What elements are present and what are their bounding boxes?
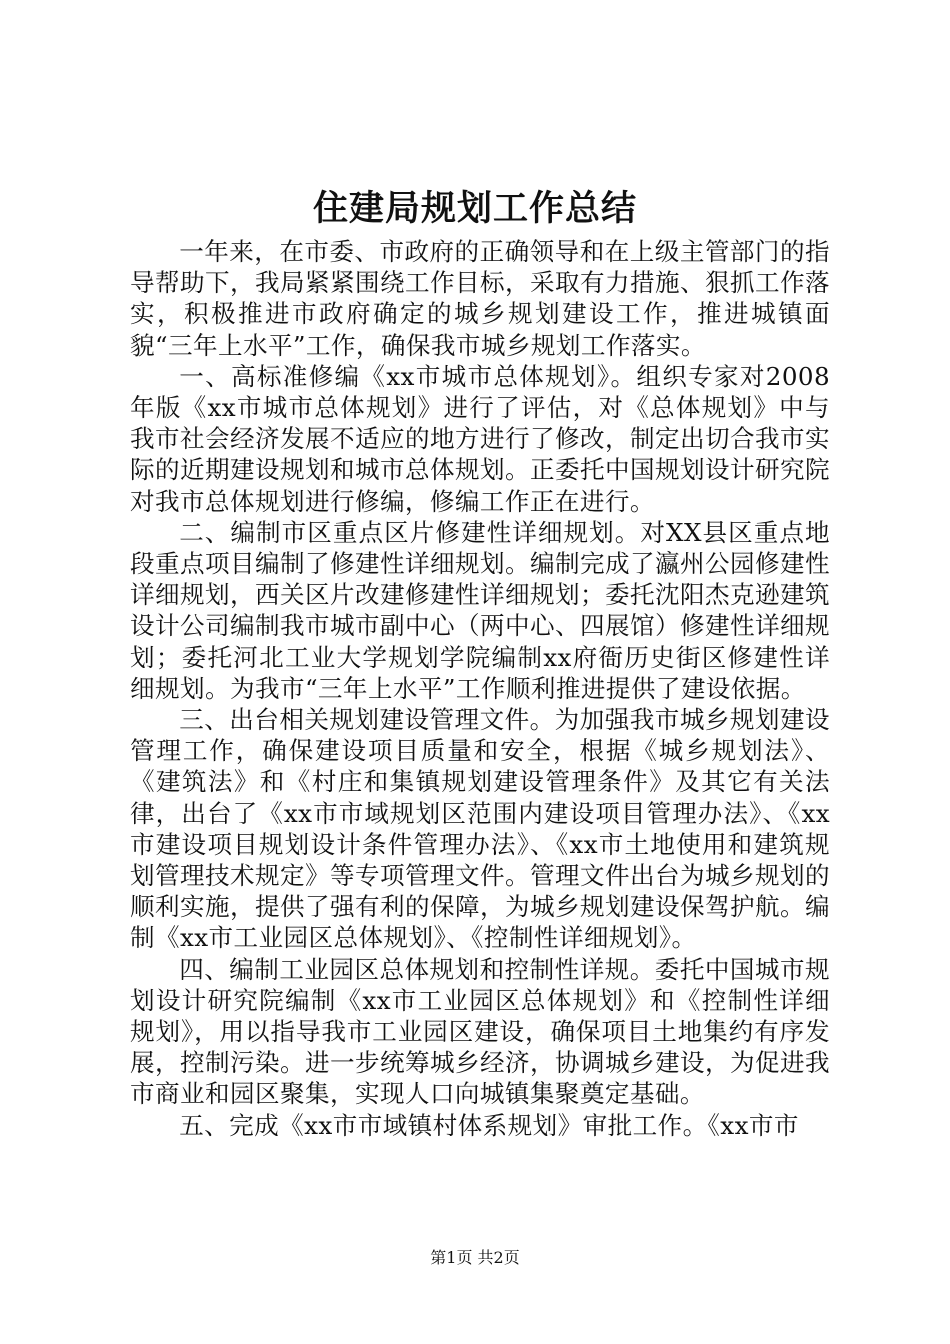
paragraph-section-3: 三、出台相关规划建设管理文件。为加强我市城乡规划建设管理工作，确保建设项目质量和安全，根据《城乡规划法》、《建筑法》和《村庄和集镇规划建设管理条件》及其它有关法律，出台了《xx市市域规划区范围内建设项目管理办法》、《xx市建设项目规划设计条件管理办法》、《xx市土地使用和建筑规划管理技术规定》等专项管理文件。管理文件出台为城乡规划的顺利实施，提供了强有利的保障，为城乡规划建设保驾护航。编制《xx市工业园区总体规划》、《控制性详细规划》。	[130, 705, 830, 953]
document-title: 住建局规划工作总结	[312, 188, 637, 229]
paragraph-section-2: 二、编制市区重点区片修建性详细规划。对XX县区重点地段重点项目编制了修建性详细规划。编制完成了瀛州公园修建性详细规划，西关区片改建修建性详细规划；委托沈阳杰克逊建筑设计公司编制我市城市副中心（两中心、四展馆）修建性详细规划；委托河北工业大学规划学院编制xx府衙历史街区修建性详细规划。为我市“三年上水平”工作顺利推进提供了建设依据。	[130, 517, 830, 703]
document-body	[130, 236, 830, 1141]
paragraph-section-5: 五、完成《xx市市域镇村体系规划》审批工作。《xx市市	[179, 1110, 799, 1140]
paragraph-section-4: 四、编制工业园区总体规划和控制性详规。委托中国城市规划设计研究院编制《xx市工业园区总体规划》和《控制性详细规划》，用以指导我市工业园区建设，确保项目土地集约有序发展，控制污染。进一步统筹城乡经济，协调城乡建设，为促进我市商业和园区聚集，实现人口向城镇集聚奠定基础。	[130, 954, 830, 1109]
page-footer: 第1页 共2页	[430, 1248, 520, 1267]
paragraph-intro: 一年来，在市委、市政府的正确领导和在上级主管部门的指导帮助下，我局紧紧围绕工作目标，采取有力措施、狠抓工作落实，积极推进市政府确定的城乡规划建设工作，推进城镇面貌“三年上水平”工作，确保我市城乡规划工作落实。	[130, 237, 830, 360]
paragraph-section-1: 一、高标准修编《xx市城市总体规划》。组织专家对2008年版《xx市城市总体规划》进行了评估，对《总体规划》中与我市社会经济发展不适应的地方进行了修改，制定出切合我市实际的近期建设规划和城市总体规划。正委托中国规划设计研究院对我市总体规划进行修编，修编工作正在进行。	[130, 361, 830, 516]
